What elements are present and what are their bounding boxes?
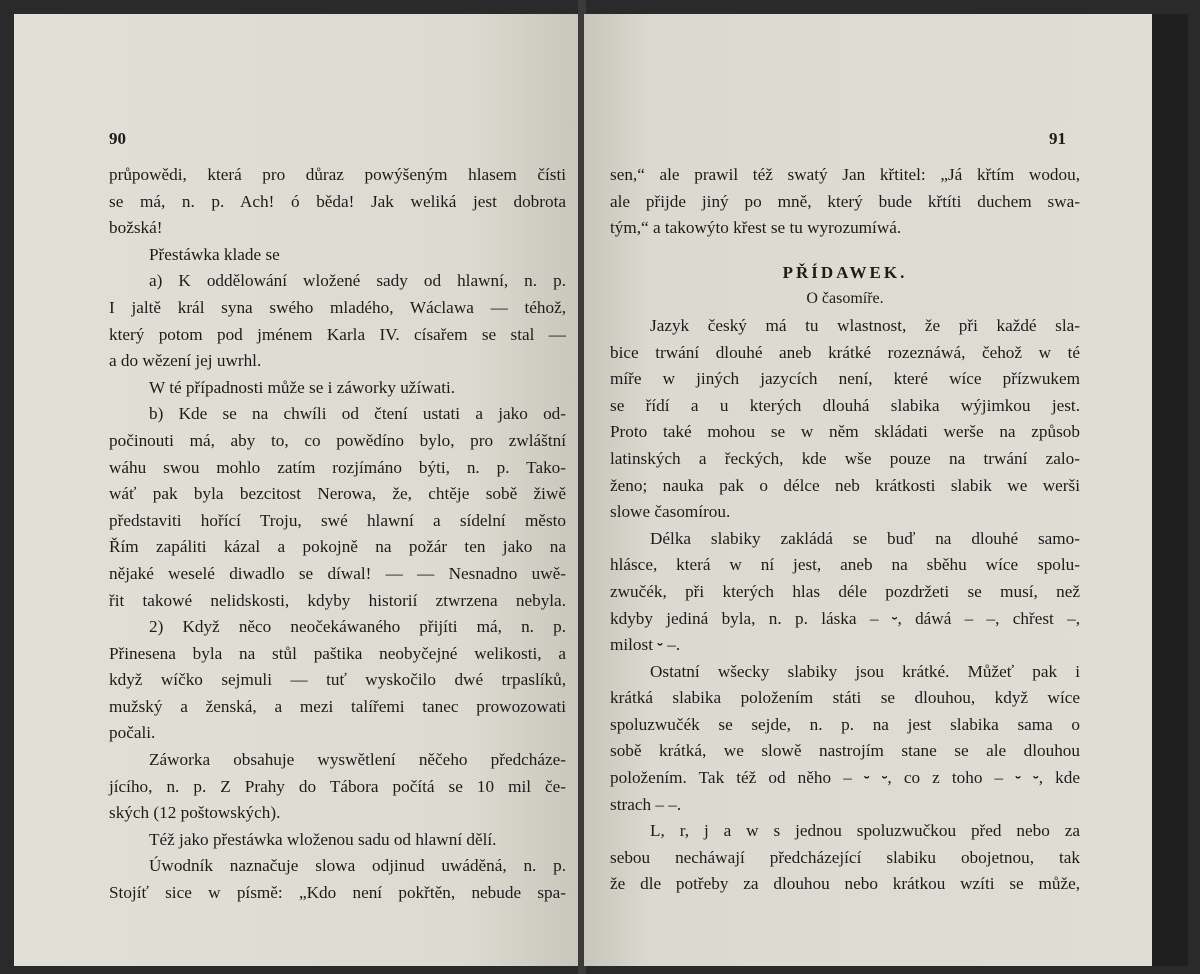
text-line: počinouti má, aby to, co powědíno bylo, pro zwláštní	[109, 430, 566, 450]
text-line: průpowědi, která pro důraz powýšeným hlasem čísti	[109, 165, 566, 184]
text-line: Řím zapáliti kázal a pokojně na požár ten jako na	[109, 537, 566, 557]
left-page-text	[109, 162, 566, 907]
left-page-number: 90	[109, 129, 126, 148]
text-line: W té případnosti může se i záworky užíwati.	[149, 377, 456, 397]
text-line: položením. Tak též od něho – ⏑ ⏑, co z toho – ⏑ ⏑, kde	[610, 768, 1080, 788]
text-line: Záworka obsahuje wyswětlení něčeho předcháze-	[149, 750, 566, 770]
spacer	[610, 242, 1080, 260]
text-line: představiti hořící Troju, swé hlawní a sídelní město	[109, 510, 566, 530]
text-line: sebou necháwají předcházející slabiku obojetnou, tak	[610, 847, 1080, 867]
text-line: spoluzwučék se sejde, n. p. na jest slabika sama o	[610, 714, 1080, 734]
text-line: a) K oddělowání wložené sady od hlawní, n. p.	[149, 271, 566, 291]
text-line: sobě krátká, we slowě nastrojím stane se ale dlouhou	[610, 741, 1080, 761]
right-page-number: 91	[1049, 129, 1066, 148]
text-line: mužský a ženská, a mezi talířemi tanec prowozowati	[109, 696, 566, 716]
text-line: kdyby jediná byla, n. p. láska – ⏑, dáwá – –, chřest –,	[610, 608, 1080, 628]
text-line: hlásce, která w ní jest, aneb na sběhu wíce spolu-	[610, 555, 1080, 575]
text-line: sen,“ ale prawil též swatý Jan křtitel: „Já křtím wodou,	[610, 165, 1080, 184]
text-line: tým,“ a takowýto křest se tu wyrozumíwá.	[610, 218, 902, 238]
text-line: milost ⏑ –.	[610, 635, 681, 655]
text-line: se řídí a u kterých dlouhá slabika wýjimkou jest.	[610, 395, 1080, 415]
text-line: božská!	[109, 218, 163, 238]
section-heading: PŘÍDAWEK.	[782, 262, 908, 282]
right-page-text	[610, 162, 1080, 898]
text-line: počali.	[109, 723, 156, 743]
text-line: Ostatní wšecky slabiky jsou krátké. Můžeť pak i	[650, 661, 1080, 681]
text-line: zwučék, při kterých hlas déle pozdržeti se musí, než	[610, 581, 1080, 601]
text-line: řit takowé nelidskosti, kdyby historií ztwrzena nebyla.	[109, 590, 566, 610]
text-line: že dle potřeby za dlouhou nebo krátkou wzíti se může,	[610, 874, 1080, 894]
text-line: latinských a řeckých, kde wše pouze na trwání zalo-	[610, 448, 1080, 468]
text-line: Stojíť sice w písmě: „Kdo není pokřtěn, nebude spa-	[109, 883, 566, 903]
text-line: Přinesena byla na stůl paštika neobyčejné welikosti, a	[109, 643, 566, 663]
text-line: bice trwání dlouhé aneb krátké rozeznáwá, čehož w té	[610, 342, 1080, 362]
text-line: ale přijde jiný po mně, který bude křtíti duchem swa-	[610, 191, 1080, 211]
text-line: Úwodník naznačuje slowa odjinud uwáděná, n. p.	[149, 856, 566, 876]
text-line: strach – –.	[610, 794, 682, 814]
text-line: když wíčko sejmuli — tuť wyskočilo dwé trpaslíků,	[109, 670, 566, 690]
text-line: a do wězení jej uwrhl.	[109, 351, 262, 371]
text-line: Délka slabiky zakládá se buď na dlouhé samo-	[650, 528, 1080, 548]
text-line: ženo; nauka pak o délce neb krátkosti slabik we werši	[610, 475, 1080, 495]
text-line: Též jako přestáwka wloženou sadu od hlawní dělí.	[149, 829, 497, 849]
text-line: krátká slabika položením státi se dlouhou, když wíce	[610, 688, 1080, 708]
text-line: b) Kde se na chwíli od čtení ustati a jako od-	[149, 404, 566, 424]
text-line: Proto také mohou se w něm skládati werše na způsob	[610, 422, 1080, 442]
text-line: nějaké weselé diwadlo se díwal! — — Nesnadno uwě-	[109, 563, 566, 583]
text-line: slowe časomírou.	[610, 502, 731, 522]
text-line: jícího, n. p. Z Prahy do Tábora počítá se 10 mil če-	[109, 776, 566, 796]
text-line: L, r, j a w s jednou spoluzwučkou před nebo za	[650, 821, 1080, 841]
text-line: ských (12 poštowských).	[109, 803, 281, 823]
section-subheading: O časomíře.	[806, 290, 884, 308]
text-line: wáhu swou mohlo zatím rozjímáno býti, n. p. Tako-	[109, 457, 566, 477]
book-edge	[1152, 14, 1188, 966]
text-line: 2) Když něco neočekáwaného přijíti má, n. p.	[149, 617, 566, 637]
text-line: Přestáwka klade se	[149, 244, 280, 264]
text-line: se má, n. p. Ach! ó běda! Jak weliká jest dobrota	[109, 191, 566, 211]
text-line: I jaltě král syna swého mladého, Wáclawa — téhož,	[109, 297, 566, 317]
right-page	[584, 14, 1152, 966]
text-line: míře w jiných jazycích není, které wíce přízwukem	[610, 369, 1080, 389]
text-line: Jazyk český má tu wlastnost, že při každé sla-	[650, 315, 1080, 335]
left-page	[14, 14, 580, 966]
text-line: který potom pod jménem Karla IV. císařem se stal —	[109, 324, 566, 344]
text-line: wáť pak byla bezcitost Nerowa, že, chtěje sobě žiwě	[109, 484, 566, 504]
